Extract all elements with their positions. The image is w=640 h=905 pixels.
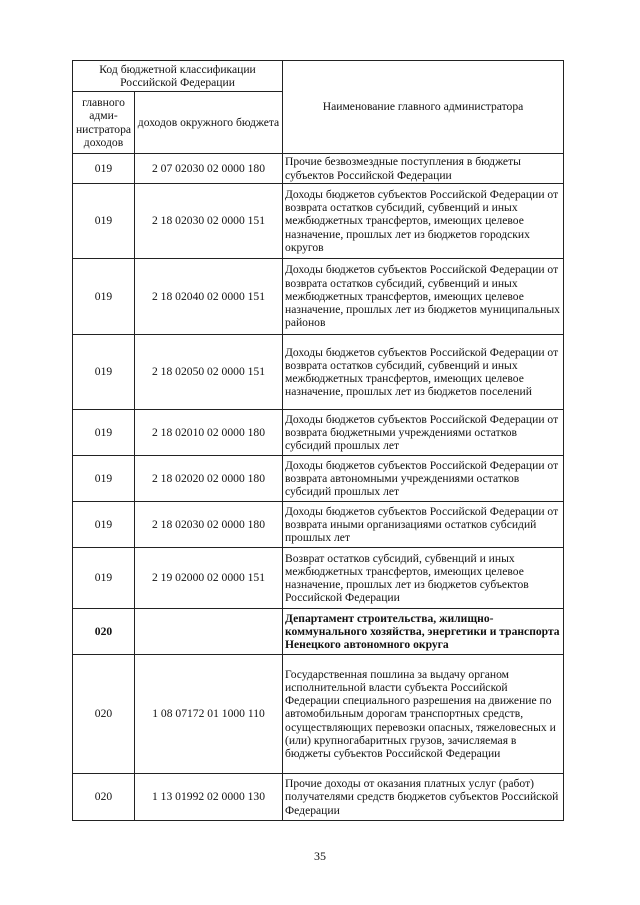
page-number: 35 [314, 849, 326, 863]
table-row [73, 502, 564, 548]
administrator-name-cell: Доходы бюджетов субъектов Российской Федерации от возврата остатков субсидий, субвенций и иных межбюджетных трансфертов, имеющих целевое назначение, прошлых лет из бюджетов муниципальных районов [283, 259, 564, 335]
table-row [73, 410, 564, 456]
admin-code-cell: 019 [73, 184, 135, 259]
table-row-department [73, 609, 564, 655]
income-code-cell: 2 07 02030 02 0000 180 [135, 154, 283, 184]
admin-code-cell: 019 [73, 502, 135, 548]
table-row [73, 548, 564, 609]
budget-classification-table [72, 60, 564, 821]
income-code-cell: 2 18 02050 02 0000 151 [135, 335, 283, 410]
administrator-name-cell: Доходы бюджетов субъектов Российской Федерации от возврата автономными учреждениями остатков субсидий прошлых лет [283, 456, 564, 502]
admin-code-cell: 019 [73, 154, 135, 184]
administrator-name-cell: Государственная пошлина за выдачу органом исполнительной власти субъекта Российской Федерации специального разрешения на движение по автомобильным дорогам транспортных средств, осуществляющих перевозки опасных, тяжеловесных и (или) крупногабаритных грузов, зачисляемая в бюджеты субъектов Российской Федерации [283, 655, 564, 774]
header-group-label: Код бюджетной классификации Российской Федерации [73, 61, 283, 92]
header-row-group [73, 61, 564, 92]
income-code-cell: 2 18 02030 02 0000 180 [135, 502, 283, 548]
table-row [73, 774, 564, 821]
department-name-cell: Департамент строительства, жилищно-коммунального хозяйства, энергетики и транспорта Ненецкого автономного округа [283, 609, 564, 655]
administrator-name-cell: Возврат остатков субсидий, субвенций и иных межбюджетных трансфертов, имеющих целевое назначение, прошлых лет из бюджетов субъектов Российской Федерации [283, 548, 564, 609]
administrator-name-cell: Доходы бюджетов субъектов Российской Федерации от возврата остатков субсидий, субвенций и иных межбюджетных трансфертов, имеющих целевое назначение, прошлых лет из бюджетов поселений [283, 335, 564, 410]
administrator-name-cell: Прочие доходы от оказания платных услуг (работ) получателями средств бюджетов субъектов Российской Федерации [283, 774, 564, 821]
income-code-cell: 1 08 07172 01 1000 110 [135, 655, 283, 774]
table-row [73, 259, 564, 335]
administrator-name-cell: Прочие безвозмездные поступления в бюджеты субъектов Российской Федерации [283, 154, 564, 184]
administrator-name-cell: Доходы бюджетов субъектов Российской Федерации от возврата остатков субсидий, субвенций и иных межбюджетных трансфертов, имеющих целевое назначение, прошлых лет из бюджетов городских округов [283, 184, 564, 259]
administrator-name-cell: Доходы бюджетов субъектов Российской Федерации от возврата иными организациями остатков субсидий прошлых лет [283, 502, 564, 548]
admin-code-cell: 020 [73, 609, 135, 655]
income-code-cell: 2 19 02000 02 0000 151 [135, 548, 283, 609]
income-code-cell: 2 18 02020 02 0000 180 [135, 456, 283, 502]
admin-code-cell: 019 [73, 259, 135, 335]
header-col-name: Наименование главного администратора [283, 61, 564, 154]
admin-code-cell: 019 [73, 548, 135, 609]
income-code-cell: 2 18 02010 02 0000 180 [135, 410, 283, 456]
admin-code-cell: 020 [73, 774, 135, 821]
income-code-cell [135, 609, 283, 655]
admin-code-cell: 019 [73, 335, 135, 410]
table-row [73, 335, 564, 410]
table-row [73, 655, 564, 774]
table-row [73, 154, 564, 184]
table-row [73, 456, 564, 502]
admin-code-cell: 019 [73, 410, 135, 456]
admin-code-cell: 020 [73, 655, 135, 774]
table-row [73, 184, 564, 259]
income-code-cell: 2 18 02030 02 0000 151 [135, 184, 283, 259]
administrator-name-cell: Доходы бюджетов субъектов Российской Федерации от возврата бюджетными учреждениями остатков субсидий прошлых лет [283, 410, 564, 456]
income-code-cell: 2 18 02040 02 0000 151 [135, 259, 283, 335]
header-col-code: доходов окружного бюджета [135, 92, 283, 154]
admin-code-cell: 019 [73, 456, 135, 502]
income-code-cell: 1 13 01992 02 0000 130 [135, 774, 283, 821]
header-col-admin: главного адми-нистратора доходов [73, 92, 135, 154]
